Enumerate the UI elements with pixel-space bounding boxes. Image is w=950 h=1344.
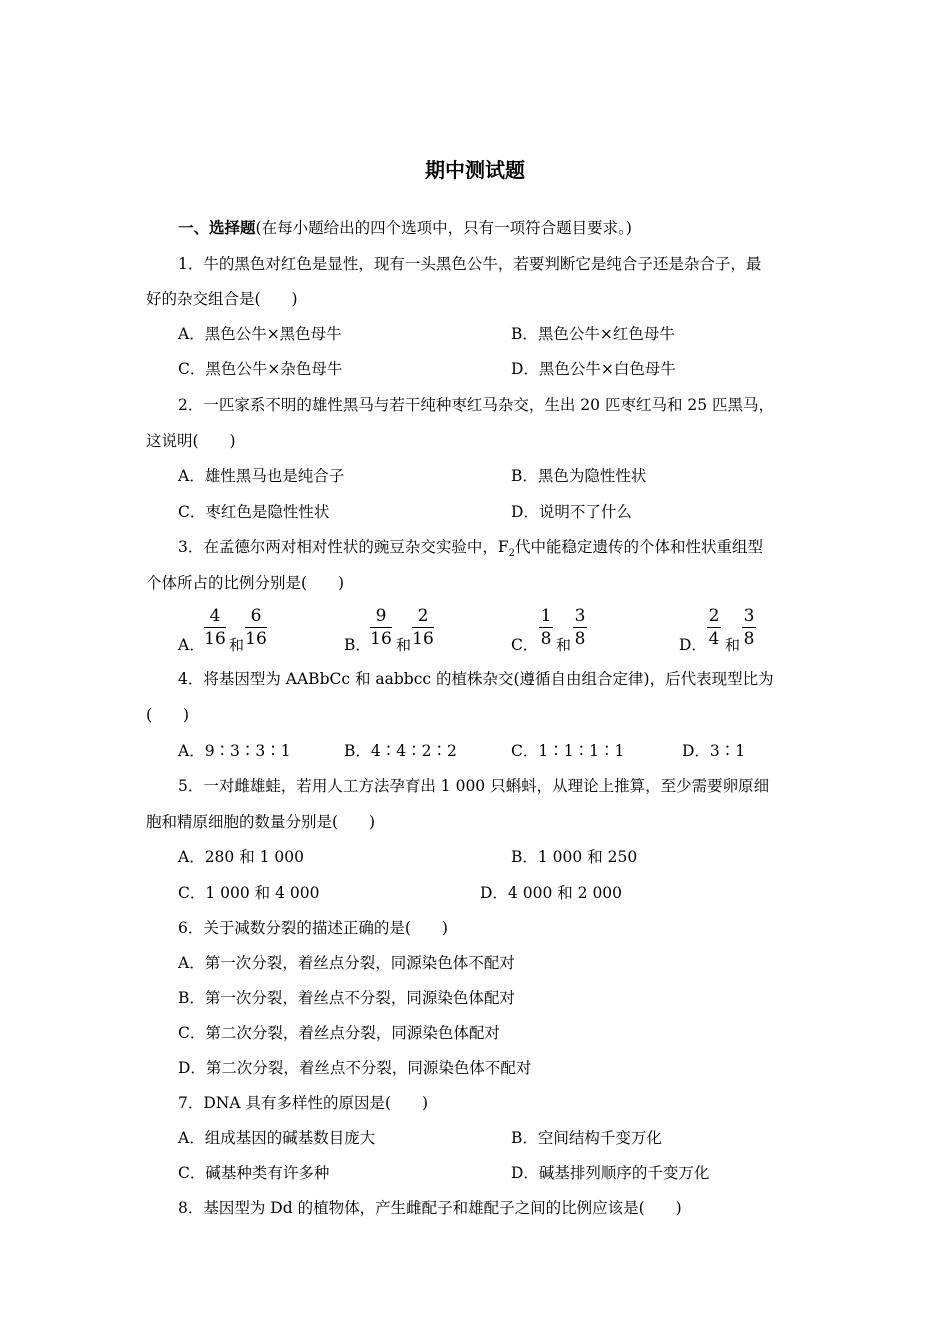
q3-option-a-and: 和 — [229, 636, 245, 654]
q5-stem-line1: 5．一对雌雄蛙，若用人工方法孕育出 1 000 只蝌蚪，从理论上推算，至少需要卵原细 — [178, 777, 770, 795]
fraction-bar — [412, 627, 434, 628]
q5-option-a: A．280 和 1 000 — [178, 848, 305, 866]
q2-stem-line1: 2．一匹家系不明的雄性黑马与若干纯种枣红马杂交，生出 20 匹枣红马和 25 匹黑马， — [178, 396, 775, 414]
fraction-bar — [573, 627, 587, 628]
denominator: 4 — [708, 629, 720, 649]
section-heading: 一、选择题 — [178, 219, 256, 237]
q7-option-a: A．组成基因的碱基数目庞大 — [178, 1129, 376, 1147]
q1-option-b: B．黑色公牛×红色母牛 — [511, 325, 675, 343]
q3-option-b-and: 和 — [396, 636, 412, 654]
section-note: (在每小题给出的四个选项中，只有一项符合题目要求。) — [255, 219, 632, 237]
q3-stem-subscript: 2 — [508, 548, 515, 560]
fraction-bar — [707, 627, 721, 628]
q3-option-d-label: D． — [679, 636, 707, 654]
denominator: 16 — [204, 629, 226, 649]
q2-option-c: C．枣红色是隐性性状 — [178, 503, 330, 521]
q3-option-c-and: 和 — [556, 636, 572, 654]
denominator: 8 — [574, 629, 586, 649]
q3-option-c-fraction-1 — [539, 606, 553, 649]
denominator: 16 — [370, 629, 392, 649]
q6-stem-line1: 6．关于减数分裂的描述正确的是( ) — [178, 919, 448, 937]
q4-option-c: C．1∶1∶1∶1 — [511, 742, 625, 760]
q6-option-a: A．第一次分裂，着丝点分裂，同源染色体不配对 — [178, 954, 515, 972]
q7-option-c: C．碱基种类有许多种 — [178, 1164, 330, 1182]
q2-stem-line2: 这说明( ) — [146, 432, 236, 450]
q8-stem-line1: 8．基因型为 Dd 的植物体，产生雌配子和雄配子之间的比例应该是( ) — [178, 1199, 682, 1217]
numerator: 6 — [250, 606, 262, 626]
q3-stem-post: 代中能稳定遗传的个体和性状重组型 — [515, 538, 764, 556]
denominator: 8 — [743, 629, 755, 649]
numerator: 1 — [540, 606, 552, 626]
q1-option-d: D．黑色公牛×白色母牛 — [511, 360, 676, 378]
q3-stem-pre: 3．在孟德尔两对相对性状的豌豆杂交实验中，F — [178, 538, 509, 556]
q4-option-d: D．3∶1 — [682, 742, 746, 760]
section-header — [178, 217, 632, 239]
q5-option-d: D．4 000 和 2 000 — [480, 884, 623, 902]
q3-option-c-fraction-2 — [573, 606, 587, 649]
denominator: 16 — [412, 629, 434, 649]
q3-stem-line2: 个体所占的比例分别是( ) — [146, 574, 345, 592]
page-title: 期中测试题 — [425, 158, 525, 182]
denominator: 16 — [245, 629, 267, 649]
fraction-bar — [245, 627, 267, 628]
q3-option-b-fraction-1 — [370, 606, 392, 649]
q5-option-c: C．1 000 和 4 000 — [178, 884, 320, 902]
q6-option-b: B．第一次分裂，着丝点不分裂，同源染色体配对 — [178, 989, 515, 1007]
q1-option-a: A．黑色公牛×黑色母牛 — [178, 325, 342, 343]
numerator: 3 — [574, 606, 586, 626]
q3-stem-line1 — [178, 536, 763, 565]
q3-option-b-fraction-2 — [412, 606, 434, 649]
fraction-bar — [742, 627, 756, 628]
q6-option-c: C．第二次分裂，着丝点分裂，同源染色体配对 — [178, 1024, 500, 1042]
numerator: 2 — [708, 606, 720, 626]
q3-option-d-fraction-2 — [742, 606, 756, 649]
denominator: 8 — [540, 629, 552, 649]
q3-option-a-fraction-2 — [245, 606, 267, 649]
q1-stem-line2: 好的杂交组合是( ) — [146, 290, 298, 308]
numerator: 3 — [743, 606, 755, 626]
q5-stem-line2: 胞和精原细胞的数量分别是( ) — [146, 813, 376, 831]
q2-option-a: A．雄性黑马也是纯合子 — [178, 467, 345, 485]
q4-stem-line2: ( ) — [146, 706, 190, 724]
fraction-bar — [370, 627, 392, 628]
numerator: 9 — [375, 606, 387, 626]
q1-option-c: C．黑色公牛×杂色母牛 — [178, 360, 343, 378]
q4-stem-line1: 4．将基因型为 AABbCc 和 aabbcc 的植株杂交(遵循自由组合定律)，后代表现型比为 — [178, 670, 774, 688]
q3-option-d-and: 和 — [725, 636, 741, 654]
fraction-bar — [539, 627, 553, 628]
numerator: 2 — [417, 606, 429, 626]
q7-option-d: D．碱基排列顺序的千变万化 — [511, 1164, 710, 1182]
q2-option-d: D．说明不了什么 — [511, 503, 632, 521]
fraction-bar — [204, 627, 226, 628]
q7-option-b: B．空间结构千变万化 — [511, 1129, 662, 1147]
numerator: 4 — [209, 606, 221, 626]
q6-option-d: D．第二次分裂，着丝点不分裂，同源染色体不配对 — [178, 1059, 532, 1077]
q4-option-a: A．9∶3∶3∶1 — [178, 742, 291, 760]
q5-option-b: B．1 000 和 250 — [511, 848, 638, 866]
q2-option-b: B．黑色为隐性性状 — [511, 467, 647, 485]
q3-option-a-fraction-1 — [204, 606, 226, 649]
q1-stem-line1: 1．牛的黑色对红色是显性，现有一头黑色公牛，若要判断它是纯合子还是杂合子，最 — [178, 255, 762, 273]
q3-option-d-fraction-1 — [707, 606, 721, 649]
q3-option-c-label: C． — [511, 636, 539, 654]
q4-option-b: B．4∶4∶2∶2 — [344, 742, 457, 760]
q7-stem-line1: 7．DNA 具有多样性的原因是( ) — [178, 1094, 429, 1112]
q3-option-a-label: A． — [178, 636, 205, 654]
q3-option-b-label: B． — [344, 636, 371, 654]
